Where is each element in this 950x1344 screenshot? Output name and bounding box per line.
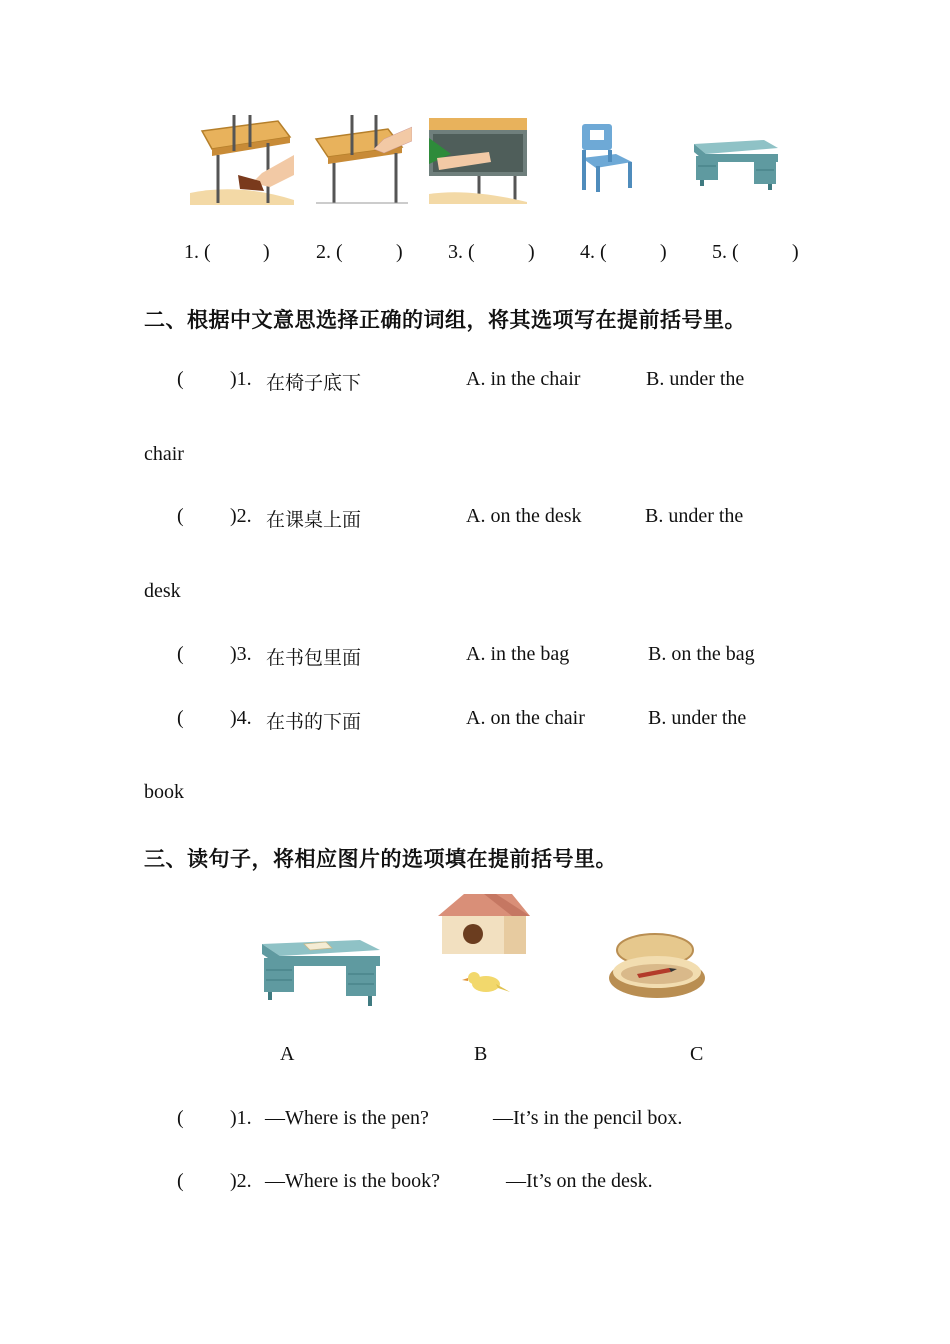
- picture-5-desk: [692, 138, 780, 190]
- picture-3-hand-in-desk: [429, 118, 527, 204]
- s2-item3-option-b: B. on the bag: [648, 643, 755, 665]
- top-label-3-close: ): [528, 241, 535, 263]
- s2-item3-option-a: A. in the bag: [466, 643, 570, 665]
- s3-item1-number: )1.: [230, 1107, 252, 1129]
- s3-item2-question: —Where is the book?: [265, 1170, 440, 1192]
- section-3-heading: 三、读句子，将相应图片的选项填在提前括号里。: [144, 847, 617, 871]
- s3-item1-answer: —It’s in the pencil box.: [493, 1107, 683, 1129]
- s2-item4-option-a: A. on the chair: [466, 707, 585, 729]
- s2-item1-chinese: 在椅子底下: [266, 372, 362, 394]
- s2-item4-option-b-wrap: book: [144, 781, 184, 803]
- s2-item3-number: )3.: [230, 643, 252, 665]
- s2-item2-chinese: 在课桌上面: [266, 509, 362, 531]
- s2-item2-option-b-wrap: desk: [144, 580, 181, 602]
- s2-item1-option-b: B. under the: [646, 368, 745, 390]
- s2-item2-paren: (: [177, 505, 184, 527]
- top-label-5-open: 5. (: [712, 241, 739, 263]
- s3-item1-paren: (: [177, 1107, 184, 1129]
- picture-label-a: A: [280, 1043, 295, 1065]
- s2-item4-paren: (: [177, 707, 184, 729]
- top-label-2-close: ): [396, 241, 403, 263]
- s2-item3-chinese: 在书包里面: [266, 647, 362, 669]
- top-label-4-open: 4. (: [580, 241, 607, 263]
- s3-item2-paren: (: [177, 1170, 184, 1192]
- picture-a-desk-with-book: [260, 936, 382, 1008]
- s2-item3-paren: (: [177, 643, 184, 665]
- s2-item1-number: )1.: [230, 368, 252, 390]
- picture-b-bird-under-birdhouse: [436, 892, 532, 1004]
- s2-item2-number: )2.: [230, 505, 252, 527]
- top-label-5-close: ): [792, 241, 799, 263]
- top-label-1-open: 1. (: [184, 241, 211, 263]
- top-label-3-open: 3. (: [448, 241, 475, 263]
- picture-c-pencil-box: [605, 928, 707, 1006]
- top-label-2-open: 2. (: [316, 241, 343, 263]
- top-label-1-close: ): [263, 241, 270, 263]
- top-label-4-close: ): [660, 241, 667, 263]
- s2-item1-paren: (: [177, 368, 184, 390]
- s2-item4-number: )4.: [230, 707, 252, 729]
- picture-1-foot-under-desk: [190, 115, 294, 205]
- picture-label-b: B: [474, 1043, 488, 1065]
- picture-label-c: C: [690, 1043, 704, 1065]
- s2-item1-option-b-wrap: chair: [144, 443, 184, 465]
- s2-item2-option-a: A. on the desk: [466, 505, 582, 527]
- s2-item4-option-b: B. under the: [648, 707, 747, 729]
- section-2-heading: 二、根据中文意思选择正确的词组，将其选项写在提前括号里。: [144, 308, 746, 332]
- s2-item1-option-a: A. in the chair: [466, 368, 581, 390]
- picture-2-hand-on-desk: [312, 115, 412, 205]
- picture-4-chair: [576, 122, 636, 194]
- s2-item4-chinese: 在书的下面: [266, 711, 362, 733]
- s3-item2-number: )2.: [230, 1170, 252, 1192]
- s3-item1-question: —Where is the pen?: [265, 1107, 429, 1129]
- s3-item2-answer: —It’s on the desk.: [506, 1170, 653, 1192]
- s2-item2-option-b: B. under the: [645, 505, 744, 527]
